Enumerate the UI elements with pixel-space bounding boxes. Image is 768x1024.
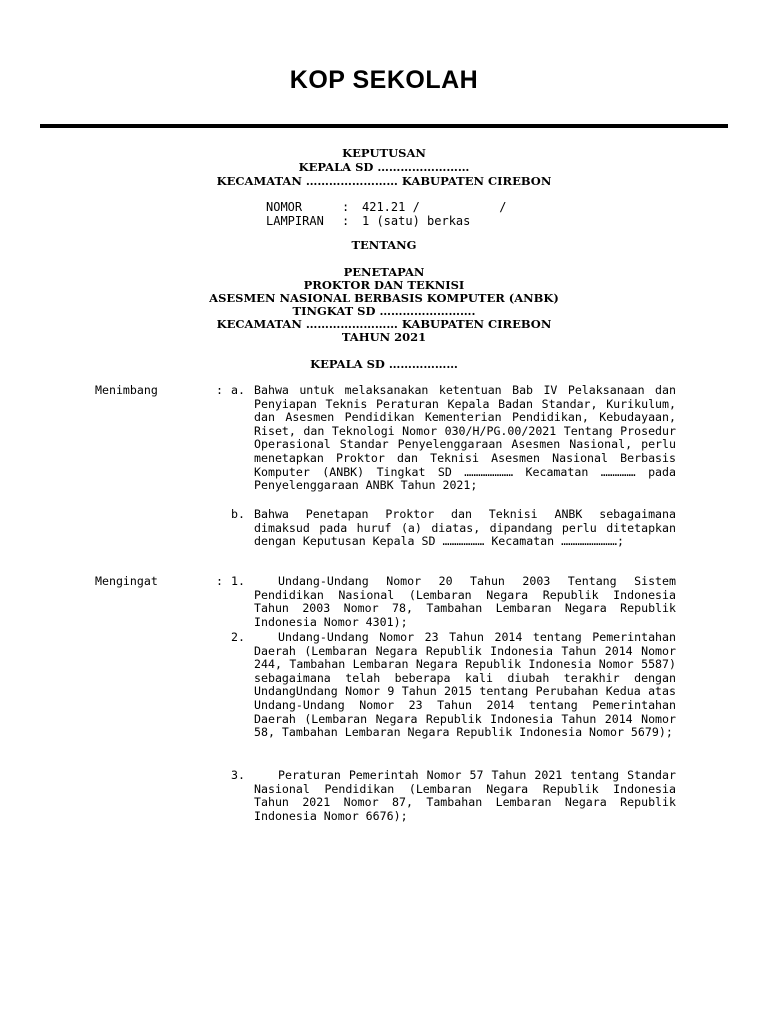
- mengingat-3-text: Peraturan Pemerintah Nomor 57 Tahun 2021 tentang Standar Nasional Pendidikan (Lembaran Negara Republik Indonesia Tahun 2021 Nomor 87, Tambahan Lembaran Negara Republik Indonesia Nomor 6676);: [254, 768, 676, 823]
- lampiran-value: 1 (satu) berkas: [362, 214, 471, 228]
- subject-line-3: ASESMEN NASIONAL BERBASIS KOMPUTER (ANBK): [209, 291, 559, 305]
- kepala-sd-heading: KEPALA SD ………………: [310, 357, 458, 371]
- subject-line-1: PENETAPAN: [343, 265, 425, 279]
- menimbang-label: Menimbang: [95, 383, 158, 397]
- lampiran-row: [266, 214, 470, 228]
- mengingat-label: Mengingat: [95, 574, 158, 588]
- subject-line-2: PROKTOR DAN TEKNISI: [303, 278, 465, 292]
- nomor-colon: :: [342, 200, 350, 214]
- menimbang-b-marker: b.: [231, 507, 245, 521]
- menimbang-a-marker: a.: [231, 383, 245, 397]
- mengingat-colon: :: [216, 574, 223, 588]
- letterhead-divider: [40, 124, 728, 128]
- decree-title: KEPUTUSAN: [342, 146, 426, 160]
- decree-issuer: KEPALA SD ……………………: [298, 160, 470, 174]
- mengingat-1-text: Undang-Undang Nomor 20 Tahun 2003 Tentang Sistem Pendidikan Nasional (Lembaran Negara Republik Indonesia Tahun 2003 Nomor 78, Tambahan Lembaran Negara Republik Indonesia Nomor 4301);: [254, 574, 676, 629]
- nomor-label: NOMOR: [266, 200, 303, 214]
- subject-line-5: KECAMATAN …………………… KABUPATEN CIREBON: [216, 317, 552, 331]
- letterhead-title: KOP SEKOLAH: [289, 66, 479, 94]
- subject-line-6: TAHUN 2021: [341, 330, 427, 344]
- mengingat-1-marker: 1.: [231, 574, 245, 588]
- tentang-heading: TENTANG: [351, 238, 417, 252]
- decree-district: KECAMATAN …………………… KABUPATEN CIREBON: [216, 174, 552, 188]
- nomor-row: [266, 200, 507, 214]
- mengingat-2-marker: 2.: [231, 630, 245, 644]
- mengingat-2-text: Undang-Undang Nomor 23 Tahun 2014 tentang Pemerintahan Daerah (Lembaran Negara Republik Indonesia Tahun 2014 Nomor 244, Tambahan Lembaran Negara Republik Indonesia Nomor 5587) sebagaimana telah beberapa kali diubah terakhir dengan UndangUndang Nomor 9 Tahun 2015 tentang Perubahan Kedua atas Undang-Undang Nomor 23 Tahun 2014 tentang Pemerintahan Daerah (Lembaran Negara Republik Indonesia Tahun 2014 Nomor 58, Tambahan Lembaran Negara Republik Indonesia Nomor 5679);: [254, 630, 676, 740]
- subject-line-4: TINGKAT SD …………………….: [292, 304, 476, 318]
- menimbang-a-text: Bahwa untuk melaksanakan ketentuan Bab IV Pelaksanaan dan Penyiapan Teknis Peraturan Kepala Badan Standar, Kurikulum, dan Asesmen Pendidikan Kementerian Pendidikan, Kebudayaan, Riset, dan Teknologi Nomor 030/H/PG.00/2021 Tentang Prosedur Operasional Standar Penyelenggaraan Asesmen Nasional, perlu menetapkan Proktor dan Teknisi Asesmen Nasional Berbasis Komputer (ANBK) Tingkat SD ………………… Kecamatan …………… pada Penyelenggaraan ANBK Tahun 2021;: [254, 383, 676, 493]
- nomor-value: 421.21 / /: [362, 200, 507, 214]
- lampiran-colon: :: [342, 214, 350, 228]
- mengingat-3-marker: 3.: [231, 768, 245, 782]
- lampiran-label: LAMPIRAN: [266, 214, 324, 228]
- menimbang-b-text: Bahwa Penetapan Proktor dan Teknisi ANBK sebagaimana dimaksud pada huruf (a) diatas, dipandang perlu ditetapkan dengan Keputusan Kepala SD ……………… Kecamatan ……………………;: [254, 507, 676, 549]
- menimbang-colon: :: [216, 383, 223, 397]
